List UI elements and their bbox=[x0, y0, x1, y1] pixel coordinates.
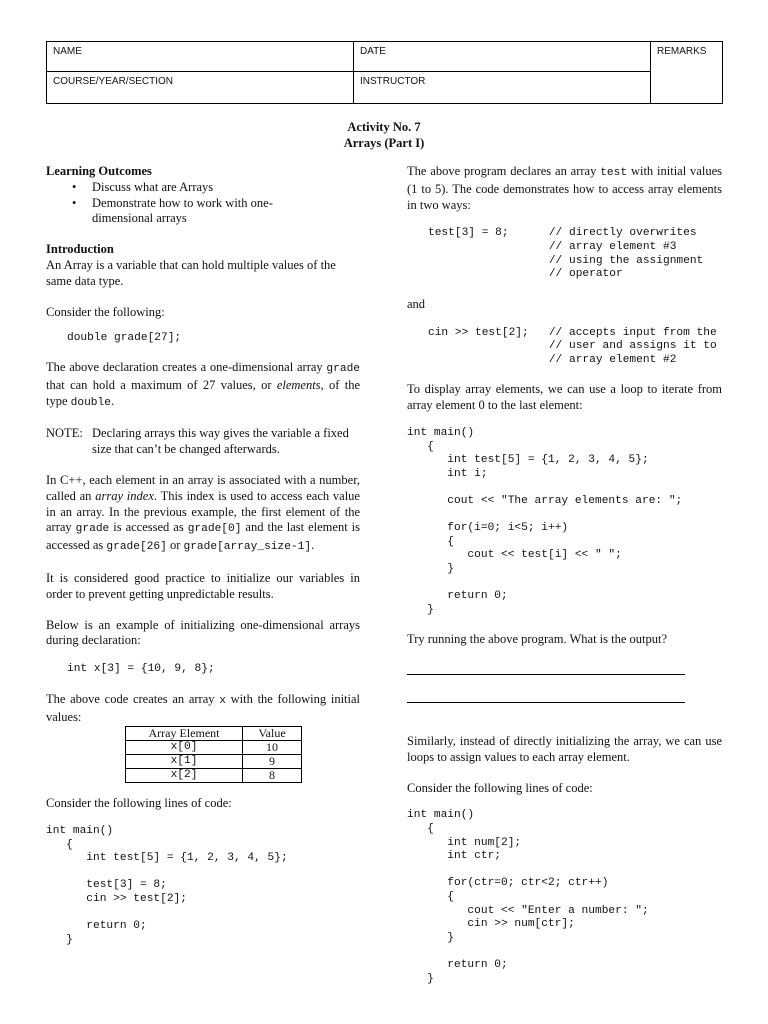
code-main-1: int main() { int test[5] = {1, 2, 3, 4, 5}; test[3] = 8; cin >> test[2]; return 0; } bbox=[46, 825, 288, 946]
table-row: x[1] 9 bbox=[126, 755, 302, 769]
consider-text-3: Consider the following lines of code: bbox=[407, 780, 593, 795]
activity-title: Activity No. 7 bbox=[347, 120, 421, 134]
remarks-label: REMARKS bbox=[657, 46, 707, 57]
instructor-cell bbox=[354, 72, 651, 104]
code-init: int x[3] = {10, 9, 8}; bbox=[67, 663, 215, 676]
similarly-paragraph: Similarly, instead of directly initializing the array, we can use loops to assign values to each array element. bbox=[407, 734, 722, 764]
declaration-paragraph: The above declaration creates a one-dimensional array grade that can hold a maximum of 27 values, or elements, of the type double. bbox=[46, 359, 360, 409]
consider-text-2: Consider the following lines of code: bbox=[46, 796, 232, 811]
code-input: cin >> test[2]; // accepts input from the // user and assigns it to // array element #2 bbox=[428, 326, 717, 366]
list-item: • Discuss what are Arrays bbox=[46, 180, 360, 196]
instructor-label: INSTRUCTOR bbox=[360, 76, 426, 87]
creates-paragraph: The above code creates an array x with the following initial values: bbox=[46, 691, 361, 724]
header-table bbox=[46, 41, 723, 104]
display-paragraph: To display array elements, we can use a loop to iterate from array element 0 to the last element: bbox=[407, 382, 722, 413]
course-cell bbox=[47, 72, 354, 104]
date-cell bbox=[354, 42, 651, 72]
activity-subtitle: Arrays (Part I) bbox=[343, 136, 425, 150]
outcomes-heading: Learning Outcomes bbox=[46, 164, 152, 178]
table-header: Array Element bbox=[126, 727, 243, 741]
answer-line-2[interactable] bbox=[407, 702, 685, 703]
consider-text-1: Consider the following: bbox=[46, 304, 165, 319]
name-label: NAME bbox=[53, 46, 82, 57]
intro-heading: Introduction bbox=[46, 242, 114, 257]
try-paragraph: Try running the above program. What is the output? bbox=[407, 632, 668, 647]
table-row: x[2] 8 bbox=[126, 769, 302, 783]
note-block bbox=[46, 426, 360, 458]
outcomes-list bbox=[46, 180, 360, 227]
code-main-2: int main() { int test[5] = {1, 2, 3, 4, 5}; int i; cout << "The array elements are: "; for(i=0; i<5; i++) { cout << test[i] << " "; } return 0; } bbox=[407, 426, 683, 616]
code-main-3: int main() { int num[2]; int ctr; for(ctr=0; ctr<2; ctr++) { cout << "Enter a number: "; cin >> num[ctr]; } return 0; } bbox=[407, 809, 649, 985]
table-header: Value bbox=[243, 727, 302, 741]
answer-line-1[interactable] bbox=[407, 674, 685, 675]
note-text: Declaring arrays this way gives the variable a fixed size that can’t be changed afterwards. bbox=[92, 426, 349, 457]
date-label: DATE bbox=[360, 46, 386, 57]
course-label: COURSE/YEAR/SECTION bbox=[53, 76, 174, 87]
intro-text: An Array is a variable that can hold multiple values of the same data type. bbox=[46, 257, 336, 288]
note-label: NOTE: bbox=[46, 426, 83, 441]
index-paragraph: In C++, each element in an array is associated with a number, called an array index. This index is used to access each value in an array. In the previous example, the first element of the array grade is accessed as grade[0] and the last element is accessed as grade[26] or grade[array_size-1]. bbox=[46, 472, 360, 554]
code-declaration: double grade[27]; bbox=[67, 332, 182, 345]
values-table bbox=[125, 726, 302, 783]
practice-paragraph: It is considered good practice to initialize our variables in order to prevent getting unpredictable results. bbox=[46, 570, 360, 601]
list-item: • Demonstrate how to work with one-dimensional arrays bbox=[46, 196, 360, 228]
name-cell bbox=[47, 42, 354, 72]
below-paragraph: Below is an example of initializing one-dimensional arrays during declaration: bbox=[46, 617, 360, 648]
table-row: x[0] 10 bbox=[126, 741, 302, 755]
program-paragraph: The above program declares an array test with initial values (1 to 5). The code demonstrates how to access array elements in two ways: bbox=[407, 164, 722, 212]
and-text: and bbox=[407, 296, 426, 311]
left-column bbox=[46, 164, 360, 947]
remarks-cell bbox=[651, 42, 723, 104]
right-column bbox=[407, 164, 722, 986]
code-assign: test[3] = 8; // directly overwrites // array element #3 // using the assignment // operator bbox=[428, 227, 704, 281]
